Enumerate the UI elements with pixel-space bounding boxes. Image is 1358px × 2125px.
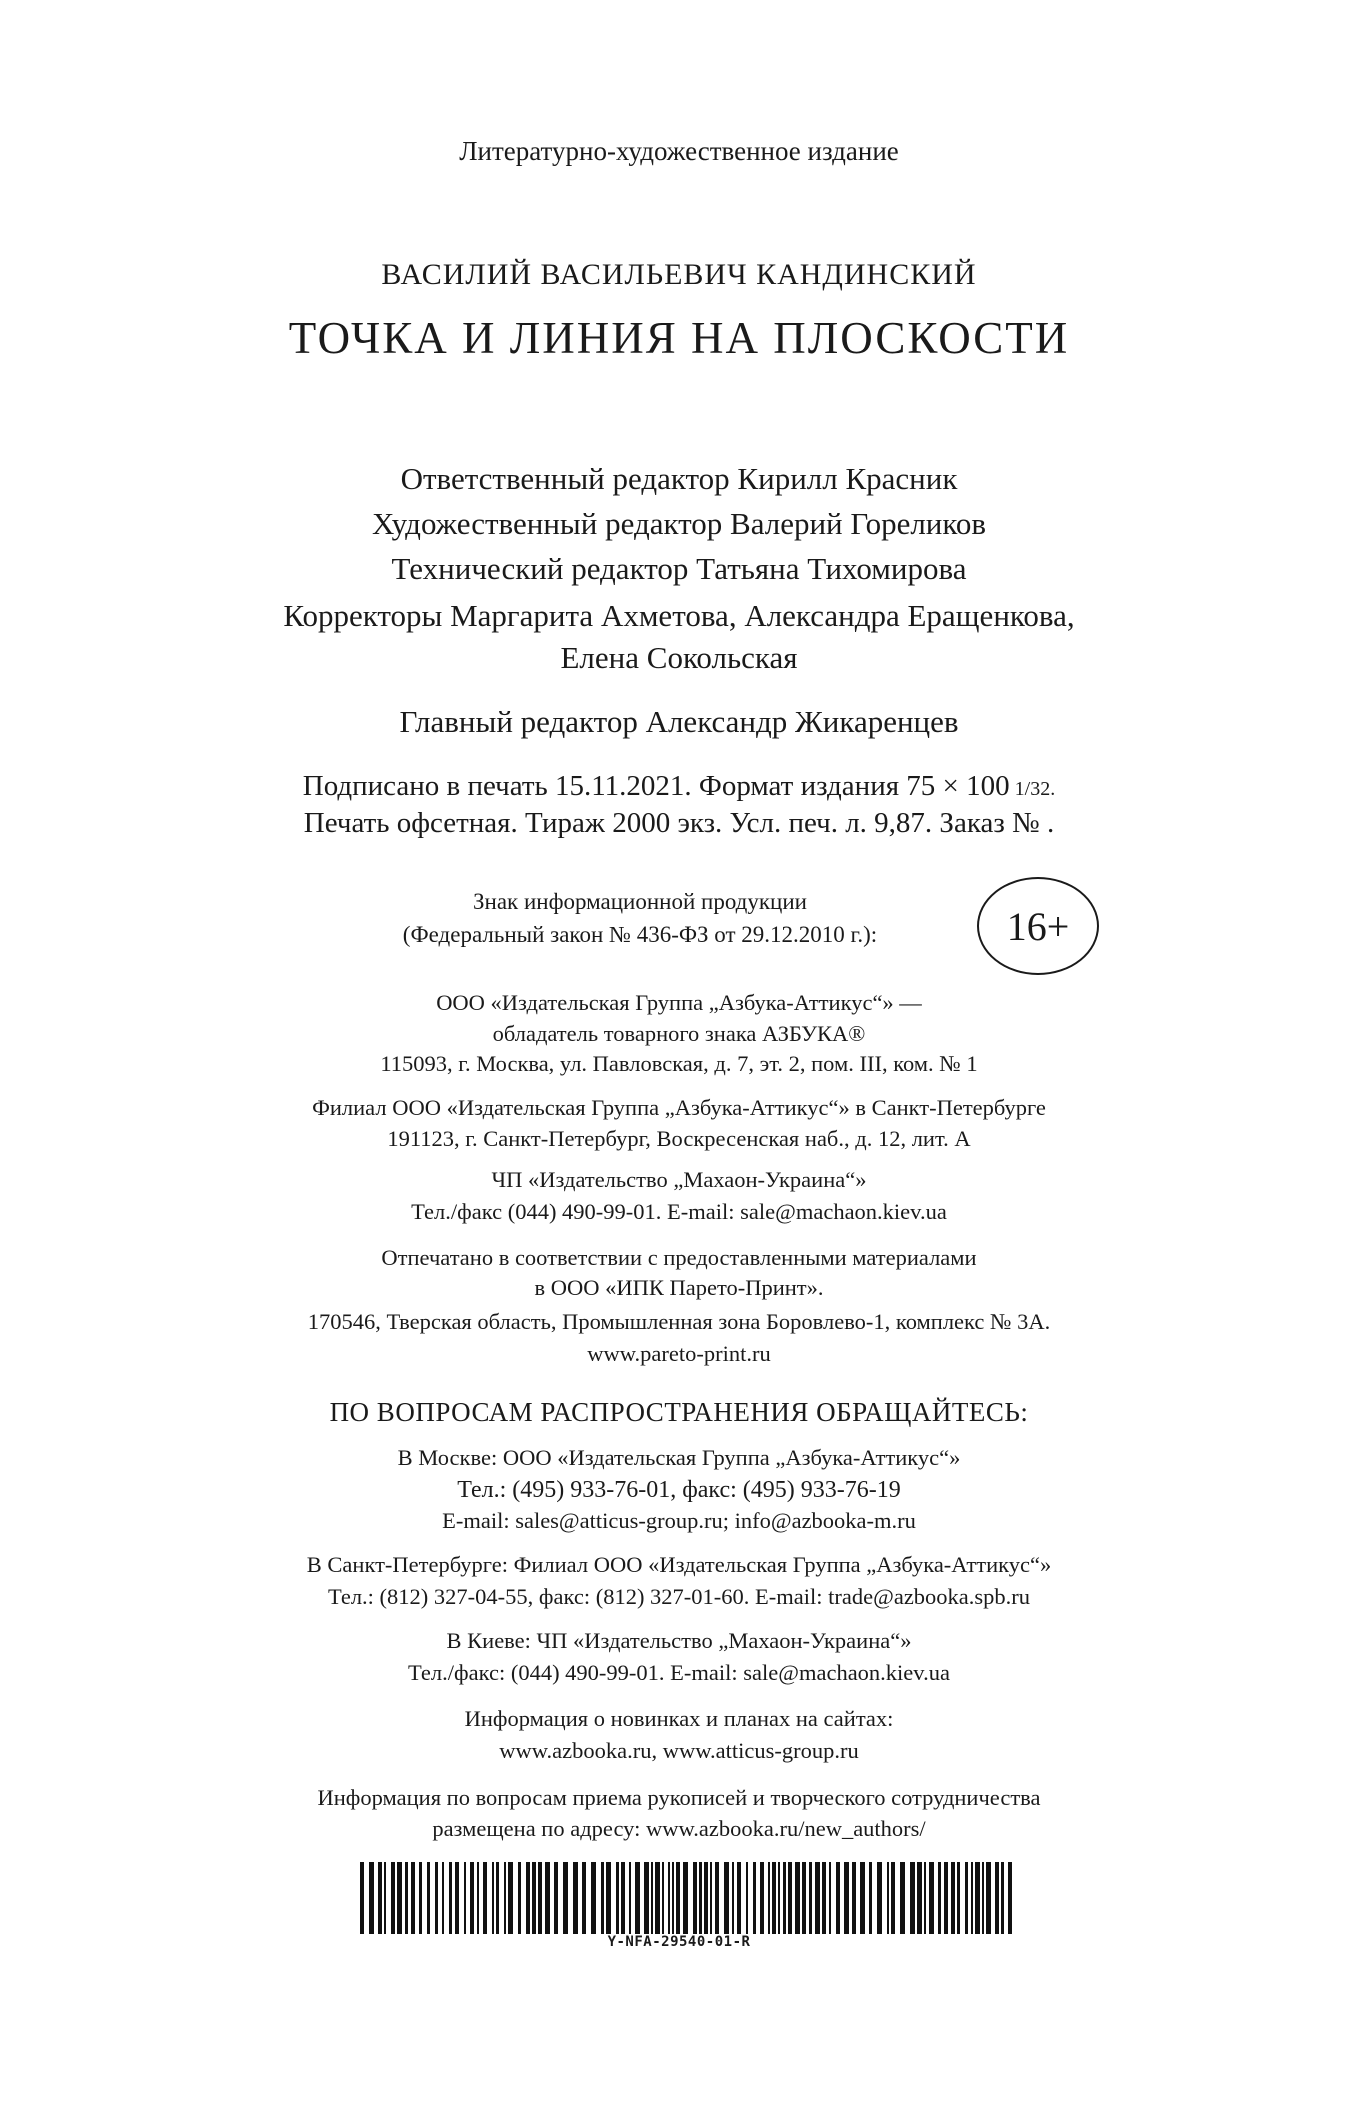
print-info-line-2: Печать офсетная. Тираж 2000 экз. Усл. печ. л. 9,87. Заказ № . (303, 807, 1055, 839)
publisher-trademark: обладатель товарного знака АЗБУКА® (492, 1021, 866, 1046)
spb-contacts: Тел.: (812) 327-04-55, факс: (812) 327-01-60. E-mail: trade@azbooka.spb.ru (327, 1584, 1031, 1609)
proofreaders-continued: Елена Сокольская (560, 640, 798, 675)
ukraine-publisher: ЧП «Издательство „Махаон-Украина“» (491, 1167, 867, 1192)
age-rating-badge: 16+ (977, 877, 1099, 975)
age-rating-label-line-2: (Федеральный закон № 436-ФЗ от 29.12.2010 г.): (402, 922, 878, 947)
age-rating-block (0, 877, 1358, 977)
book-title: ТОЧКА И ЛИНИЯ НА ПЛОСКОСТИ (288, 313, 1070, 363)
branch-name: Филиал ООО «Издательская Группа „Азбука-Аттикус“» в Санкт-Петербурге (312, 1095, 1046, 1120)
ukraine-contacts: Тел./факс (044) 490-99-01. E-mail: sale@machaon.kiev.ua (411, 1199, 947, 1224)
printer-line-2: в ООО «ИПК Парето-Принт». (534, 1275, 824, 1300)
art-editor: Художественный редактор Валерий Гореликов (371, 506, 987, 541)
author-name: ВАСИЛИЙ ВАСИЛЬЕВИЧ КАНДИНСКИЙ (381, 258, 977, 291)
responsible-editor: Ответственный редактор Кирилл Красник (400, 461, 958, 496)
proofreaders: Корректоры Маргарита Ахметова, Александра Еращенкова, (283, 598, 1075, 633)
barcode-code: Y-NFA-29540-01-R (607, 1934, 751, 1950)
moscow-phones: Тел.: (495) 933-76-01, факс: (495) 933-76-19 (457, 1477, 901, 1503)
manuscripts-info: Информация по вопросам приема рукописей и творческого сотрудничества (317, 1785, 1041, 1810)
chief-editor: Главный редактор Александр Жикаренцев (399, 704, 959, 739)
printer-website: www.pareto-print.ru (587, 1341, 771, 1366)
publisher-address: 115093, г. Москва, ул. Павловская, д. 7, эт. 2, пом. III, ком. № 1 (380, 1051, 978, 1076)
edition-type: Литературно-художественное издание (459, 136, 899, 166)
kiev-distributor: В Киеве: ЧП «Издательство „Махаон-Украина“» (446, 1628, 912, 1653)
spb-distributor: В Санкт-Петербурге: Филиал ООО «Издательская Группа „Азбука-Аттикус“» (306, 1552, 1052, 1577)
moscow-distributor: В Москве: ООО «Издательская Группа „Азбука-Аттикус“» (397, 1445, 961, 1470)
technical-editor: Технический редактор Татьяна Тихомирова (391, 551, 967, 586)
manuscripts-address: размещена по адресу: www.azbooka.ru/new_authors/ (432, 1816, 926, 1841)
kiev-contacts: Тел./факс: (044) 490-99-01. E-mail: sale@machaon.kiev.ua (408, 1660, 950, 1685)
moscow-emails: E-mail: sales@atticus-group.ru; info@azbooka-m.ru (442, 1508, 916, 1533)
print-info-line-1 (0, 770, 1358, 803)
age-rating-label-line-1: Знак информационной продукции (473, 889, 807, 914)
distribution-heading: ПО ВОПРОСАМ РАСПРОСТРАНЕНИЯ ОБРАЩАЙТЕСЬ: (329, 1397, 1029, 1427)
printer-address: 170546, Тверская область, Промышленная зона Боровлево-1, комплекс № 3А. (307, 1309, 1051, 1334)
publisher-name: ООО «Издательская Группа „Азбука-Аттикус“» — (436, 990, 922, 1015)
branch-address: 191123, г. Санкт-Петербург, Воскресенская наб., д. 12, лит. А (387, 1126, 971, 1151)
news-websites: www.azbooka.ru, www.atticus-group.ru (499, 1738, 859, 1763)
news-info: Информация о новинках и планах на сайтах: (464, 1706, 894, 1731)
print-format: Подписано в печать 15.11.2021. Формат издания 75 × 100 (302, 770, 1010, 802)
barcode-icon (360, 1862, 1020, 1934)
printer-line-1: Отпечатано в соответствии с предоставленными материалами (381, 1245, 977, 1270)
print-format-fraction: 1/32. (1009, 778, 1056, 800)
age-rating-label (300, 885, 980, 951)
